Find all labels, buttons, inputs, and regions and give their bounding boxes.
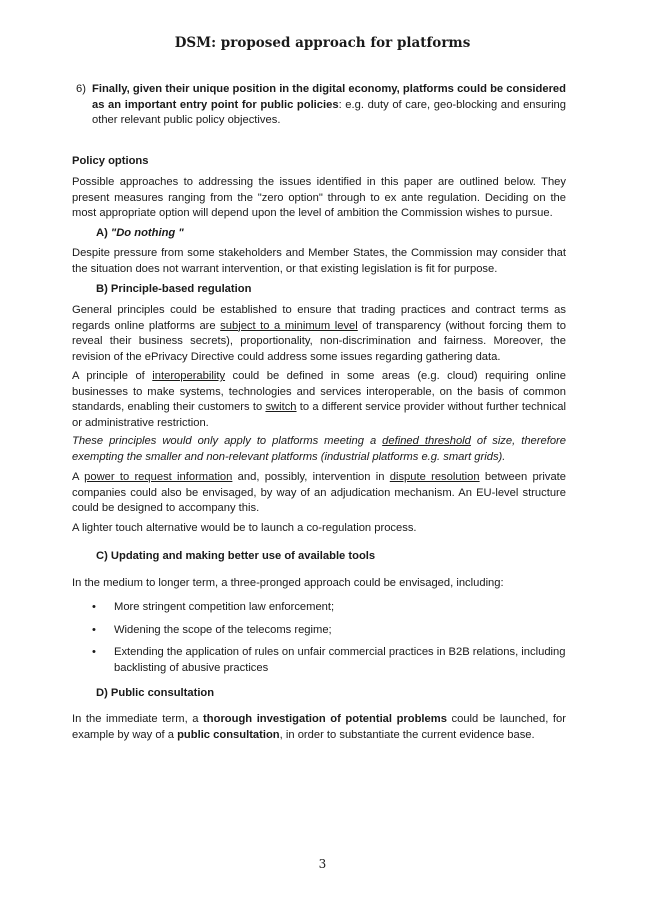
page-number: 3 — [318, 857, 327, 871]
underlined-text: subject to a minimum level — [220, 319, 358, 332]
bold-text: public consultation — [177, 728, 280, 741]
list-item: • Widening the scope of the telecoms regime; — [92, 623, 566, 639]
numbered-item-6 — [72, 82, 566, 129]
bold-text: thorough investigation of potential problems — [203, 713, 447, 725]
policy-options-intro: Possible approaches to addressing the issues identified in this paper are outlined below. They present measures ranging from the "zero option" through to ex ante regulation. Deciding on the most appropriate option will depend upon the level of ambition the Commission wishes to pursue. — [72, 176, 566, 219]
section-b-heading: B) Principle-based regulation — [96, 283, 252, 295]
list-item: • Extending the application of rules on unfair commercial practices in B2B relations, including backlisting of abusive practices — [92, 645, 566, 676]
section-b-paragraph-4: A power to request information and, possibly, intervention in dispute resolution between private companies could also be envisaged, by way of an adjudication mechanism. An EU-level structure could be designed to accompany this. — [72, 471, 567, 514]
section-b-paragraph-3: These principles would only apply to platforms meeting a defined threshold of size, therefore exempting the smaller and non-relevant platforms (industrial platforms e.g. smart grids). — [72, 435, 567, 463]
underlined-text: defined threshold — [382, 435, 471, 447]
section-d-heading: D) Public consultation — [96, 687, 215, 699]
section-b-paragraph-1: General principles could be established to ensure that trading practices and contract terms as regards online platforms are subject to a minimum level of transparency (without forcing them to reveal their business secrets), proportionality, non-discrimination and fairness. Moreover, the revision of the ePrivacy Directive could address some issues regarding gathering data. — [72, 304, 566, 363]
section-b-paragraph-5: A lighter touch alternative would be to launch a co-regulation process. — [72, 522, 417, 534]
section-b-paragraph-2: A principle of interoperability could be defined in some areas (e.g. cloud) requiring online businesses to make systems, technologies and services interoperable, on the basis of common standards, enabling their customers to switch to a different service provider without further technical or administrative restriction. — [72, 370, 566, 429]
section-a-title: "Do nothing " — [110, 227, 184, 239]
section-d-text: In the immediate term, a thorough investigation of potential problems could be launched, for example by way of a public consultation, in order to substantiate the current evidence base. — [72, 713, 566, 741]
section-c-heading: C) Updating and making better use of available tools — [96, 550, 376, 562]
section-a-text: Despite pressure from some stakeholders and Member States, the Commission may consider that the situation does not warrant intervention, or that existing legislation is fit for purpose. — [72, 247, 566, 275]
list-item: • More stringent competition law enforcement; — [92, 600, 566, 616]
section-a-label: A) — [96, 227, 108, 239]
policy-options-heading: Policy options — [72, 155, 149, 167]
item-number: 6) — [76, 83, 86, 95]
section-a-heading — [96, 226, 556, 242]
item6-text: : e.g. duty of care, geo-blocking and ensuring other relevant public policy objectives. — [92, 98, 566, 126]
underlined-text: dispute resolution — [389, 471, 480, 483]
section-c-intro: In the medium to longer term, a three-pronged approach could be envisaged, including: — [72, 577, 504, 589]
underlined-text: switch — [265, 401, 297, 413]
section-c-bullet-list — [92, 600, 566, 683]
underlined-text: power to request information — [84, 471, 233, 483]
underlined-text: interoperability — [152, 370, 226, 382]
item6-bold-text: Finally, given their unique position in the digital economy, platforms could be considered as an important entry point for public policies — [92, 83, 566, 111]
page-title: DSM: proposed approach for platforms — [174, 35, 471, 51]
